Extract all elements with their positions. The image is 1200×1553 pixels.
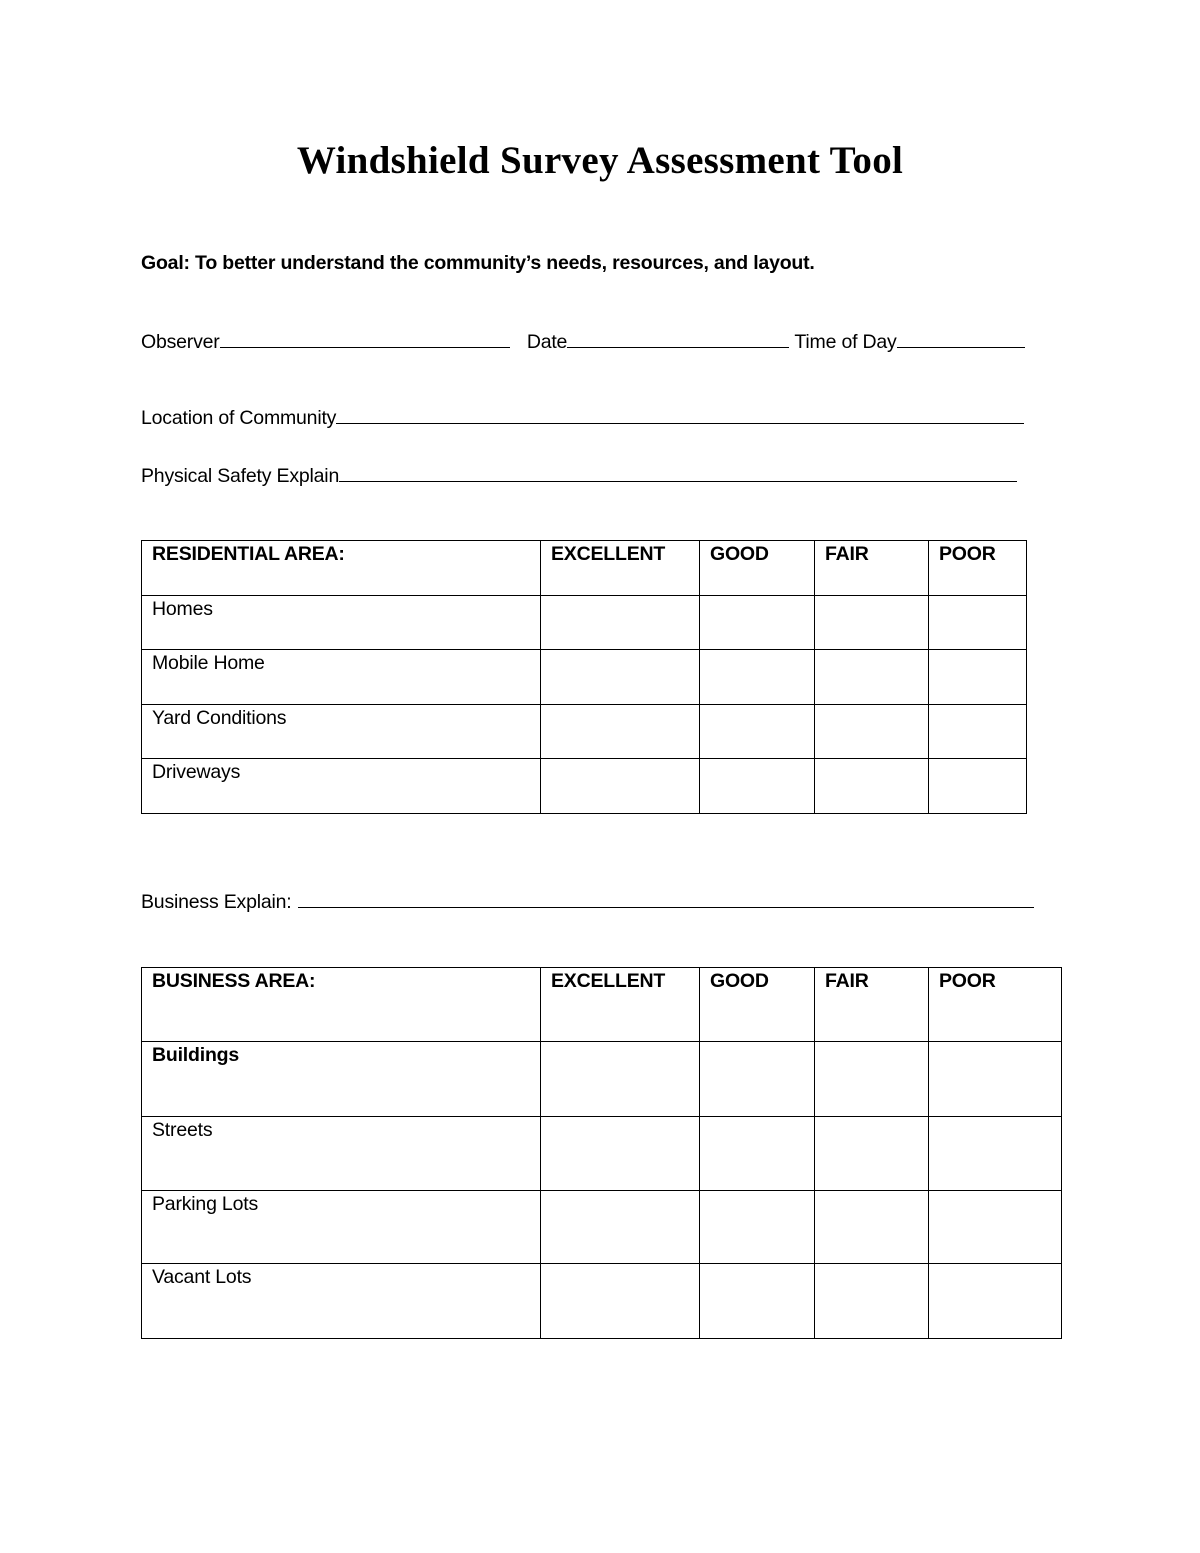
fair-cell[interactable] <box>815 1191 929 1264</box>
row-label: Yard Conditions <box>142 705 541 759</box>
physical-safety-input-line[interactable] <box>339 466 1017 482</box>
fair-cell[interactable] <box>815 650 929 705</box>
location-input-line[interactable] <box>336 408 1024 424</box>
good-cell[interactable] <box>700 1117 815 1191</box>
observer-label: Observer <box>141 331 220 353</box>
excellent-cell[interactable] <box>541 650 700 705</box>
row-label: Buildings <box>142 1042 541 1117</box>
poor-cell[interactable] <box>929 1042 1062 1117</box>
business-explain-input-line[interactable] <box>298 892 1034 908</box>
observer-date-time-row <box>141 331 1025 354</box>
business-header-row <box>142 968 1062 1042</box>
excellent-cell[interactable] <box>541 705 700 759</box>
excellent-cell[interactable] <box>541 759 700 814</box>
poor-cell[interactable] <box>929 1117 1062 1191</box>
goal-statement: Goal: To better understand the community’s needs, resources, and layout. <box>141 252 815 274</box>
time-of-day-input-line[interactable] <box>897 332 1025 348</box>
fair-cell[interactable] <box>815 1117 929 1191</box>
fair-cell[interactable] <box>815 1264 929 1339</box>
date-label: Date <box>526 331 568 353</box>
good-cell[interactable] <box>700 650 815 705</box>
residential-area-header: RESIDENTIAL AREA: <box>142 541 541 596</box>
good-cell[interactable] <box>700 596 815 650</box>
poor-cell[interactable] <box>929 705 1027 759</box>
excellent-cell[interactable] <box>541 1117 700 1191</box>
observer-input-line[interactable] <box>220 332 510 348</box>
location-field <box>141 407 1024 430</box>
row-label: Vacant Lots <box>142 1264 541 1339</box>
poor-cell[interactable] <box>929 1191 1062 1264</box>
row-label: Parking Lots <box>142 1191 541 1264</box>
fair-header: FAIR <box>815 968 929 1042</box>
poor-header: POOR <box>929 541 1027 596</box>
date-field <box>527 331 789 354</box>
location-label: Location of Community <box>141 407 337 429</box>
business-explain-label: Business Explain: <box>141 891 292 913</box>
business-explain-row <box>141 891 1034 914</box>
physical-safety-field <box>141 465 1017 488</box>
row-label: Streets <box>142 1117 541 1191</box>
table-row <box>142 1264 1062 1339</box>
location-row <box>141 407 1024 430</box>
table-row <box>142 650 1027 705</box>
excellent-header: EXCELLENT <box>541 968 700 1042</box>
good-cell[interactable] <box>700 1042 815 1117</box>
poor-cell[interactable] <box>929 596 1027 650</box>
time-of-day-field <box>794 331 1024 354</box>
residential-header-row <box>142 541 1027 596</box>
date-input-line[interactable] <box>567 332 789 348</box>
excellent-cell[interactable] <box>541 1264 700 1339</box>
fair-cell[interactable] <box>815 759 929 814</box>
fair-cell[interactable] <box>815 1042 929 1117</box>
excellent-header: EXCELLENT <box>541 541 700 596</box>
business-area-header: BUSINESS AREA: <box>142 968 541 1042</box>
poor-cell[interactable] <box>929 1264 1062 1339</box>
row-label: Driveways <box>142 759 541 814</box>
poor-cell[interactable] <box>929 759 1027 814</box>
excellent-cell[interactable] <box>541 1042 700 1117</box>
document-title: Windshield Survey Assessment Tool <box>296 139 904 182</box>
good-header: GOOD <box>700 541 815 596</box>
table-row <box>142 705 1027 759</box>
good-cell[interactable] <box>700 1264 815 1339</box>
good-cell[interactable] <box>700 705 815 759</box>
observer-field <box>141 331 510 354</box>
fair-cell[interactable] <box>815 596 929 650</box>
row-label: Homes <box>142 596 541 650</box>
excellent-cell[interactable] <box>541 596 700 650</box>
table-row <box>142 1191 1062 1264</box>
row-label: Mobile Home <box>142 650 541 705</box>
poor-header: POOR <box>929 968 1062 1042</box>
excellent-cell[interactable] <box>541 1191 700 1264</box>
good-header: GOOD <box>700 968 815 1042</box>
table-row <box>142 1117 1062 1191</box>
table-row <box>142 596 1027 650</box>
business-area-table <box>141 967 1062 1339</box>
good-cell[interactable] <box>700 1191 815 1264</box>
table-row <box>142 1042 1062 1117</box>
table-row <box>142 759 1027 814</box>
residential-area-table <box>141 540 1027 814</box>
fair-header: FAIR <box>815 541 929 596</box>
business-explain-field <box>141 891 1034 914</box>
time-of-day-label: Time of Day <box>794 331 897 353</box>
poor-cell[interactable] <box>929 650 1027 705</box>
physical-safety-row <box>141 465 1017 488</box>
fair-cell[interactable] <box>815 705 929 759</box>
physical-safety-label: Physical Safety Explain <box>141 465 340 487</box>
good-cell[interactable] <box>700 759 815 814</box>
